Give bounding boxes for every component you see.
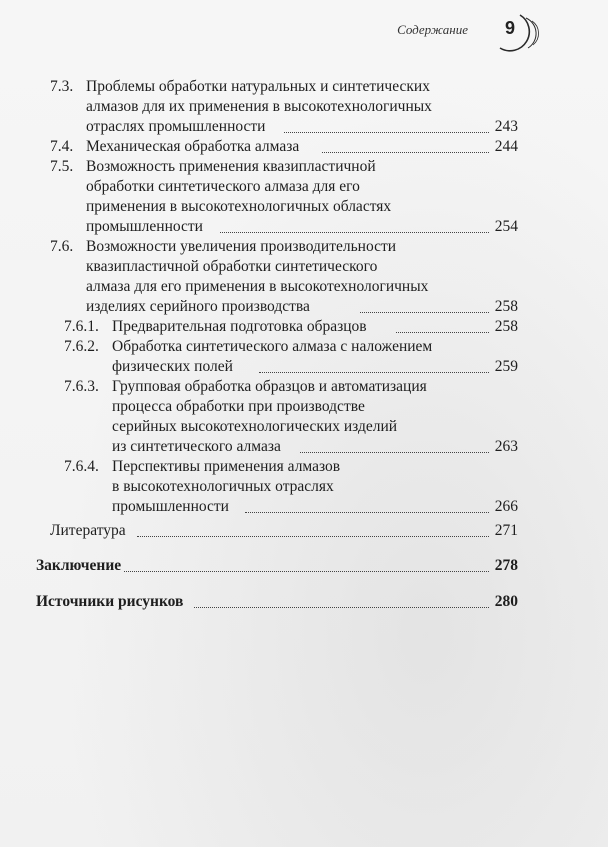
dot-leader [194,607,489,608]
toc-entry-title-line: из синтетического алмаза [112,438,281,455]
toc-entry-title-line: Возможности увеличения производительности [86,238,397,255]
toc-entry-title-line: Проблемы обработки натуральных и синтетических [86,78,430,95]
toc-entry-number: 7.3. [50,78,74,95]
page-number: 9 [505,18,516,38]
toc-entry-title-line: квазипластичной обработки синтетического [86,258,378,275]
toc-entry-title-line: отраслях промышленности [86,118,266,135]
toc-entry-number: 7.6.3. [64,378,99,395]
toc-entry-number: 7.6.4. [64,458,99,475]
toc-entry-title-line: Возможность применения квазипластичной [86,158,376,175]
toc-entry-title-line: Перспективы применения алмазов [112,458,341,475]
toc-entry-title-line: в высокотехнологичных отраслях [112,478,334,495]
dot-leader [322,152,489,153]
dot-leader [259,372,489,373]
toc-entry-title-line: обработки синтетического алмаза для его [86,178,360,195]
dot-leader [245,512,489,513]
toc-entry-page: 278 [494,557,518,574]
toc-entry-title-line: применения в высокотехнологичных областях [86,198,392,215]
toc-entry-title-line: изделиях серийного производства [86,298,310,315]
toc-entry-number: 7.5. [50,158,74,175]
toc-entry-page: 266 [494,498,518,515]
dot-leader [284,132,489,133]
running-header-title: Содержание [397,22,468,37]
toc-entry-number: 7.6. [50,238,74,255]
toc-entry-title-line: алмаза для его применения в высокотехнологичных [86,278,429,295]
toc-entry-page: 271 [494,522,518,539]
dot-leader [360,312,489,313]
toc-entry-title-line: Обработка синтетического алмаза с наложением [112,338,433,355]
toc-entry-page: 254 [494,218,518,235]
toc-entry-page: 258 [494,318,518,335]
toc-entry-title-line: Механическая обработка алмаза [86,138,300,155]
arc-ornament-icon [490,12,546,56]
toc-entry-title-line: алмазов для их применения в высокотехнологичных [86,98,432,115]
toc-entry-number: 7.4. [50,138,74,155]
toc-entry-title-line: серийных высокотехнологических изделий [112,418,398,435]
toc-entry-title-line: Литература [50,522,126,539]
toc-entry-title-line: промышленности [112,498,229,515]
dot-leader [137,536,489,537]
toc-entry-title-line: Групповая обработка образцов и автоматизация [112,378,427,395]
toc-entry-page: 258 [494,298,518,315]
toc-entry-page: 259 [494,358,518,375]
page-number-badge [490,12,546,56]
toc-entry-title-line: процесса обработки при производстве [112,398,365,415]
toc-entry-title-line: Заключение [36,557,122,574]
toc-entry-title-line: физических полей [112,358,233,375]
toc-entry-page: 243 [494,118,518,135]
dot-leader [300,452,489,453]
toc-entry-title-line: промышленности [86,218,203,235]
dot-leader [396,332,489,333]
dot-leader [220,232,489,233]
toc-entry-title-line: Предварительная подготовка образцов [112,318,367,335]
toc-entry-number: 7.6.2. [64,338,99,355]
toc-entry-page: 244 [494,138,518,155]
dot-leader [124,571,489,572]
toc-entry-number: 7.6.1. [64,318,99,335]
toc-entry-page: 280 [494,593,518,610]
toc-entry-title-line: Источники рисунков [36,593,184,610]
toc-entry-page: 263 [494,438,518,455]
